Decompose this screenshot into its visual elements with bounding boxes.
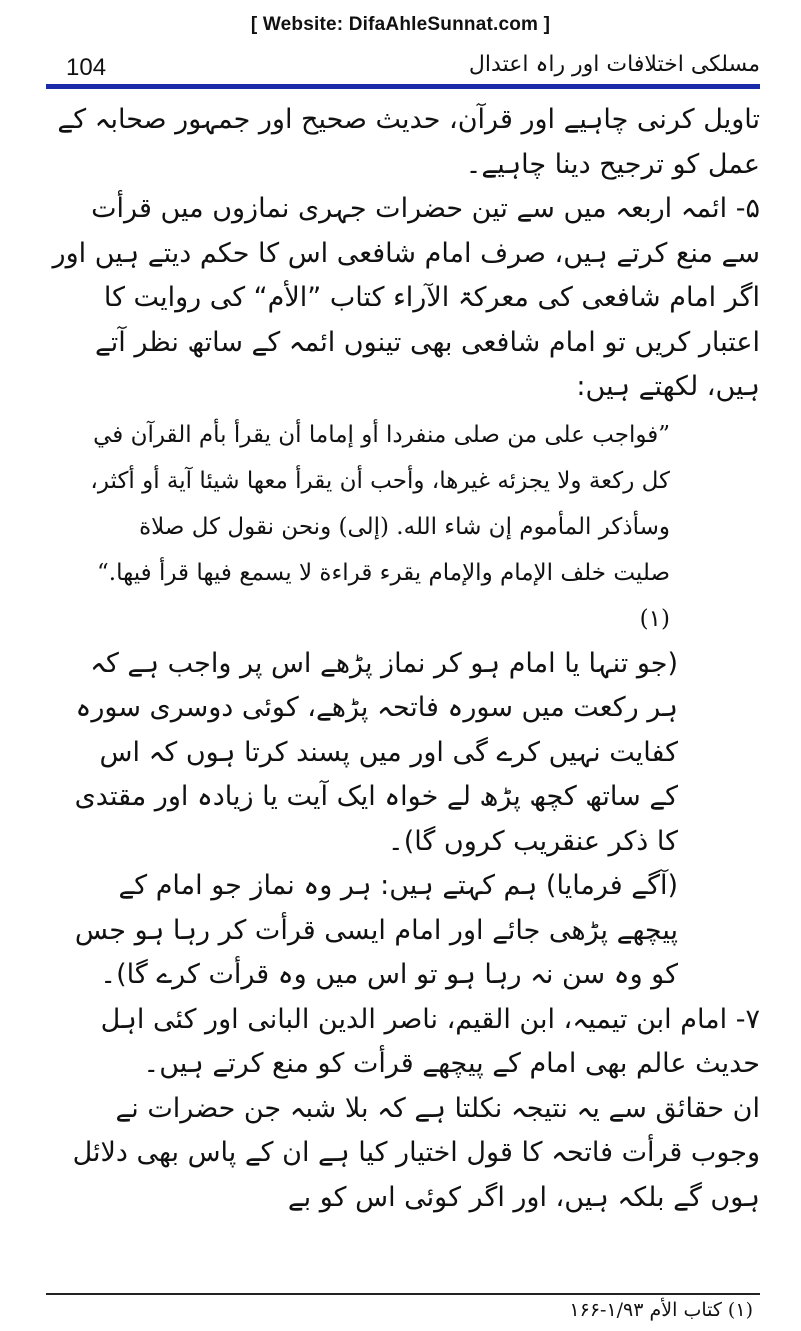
paragraph-point-5: ۵- ائمہ اربعہ میں سے تین حضرات جہری نمازوں میں قرأت سے منع کرتے ہیں، صرف امام شافعی اس کا حکم دیتے ہیں اور اگر امام شافعی کی معرکۃ الآراء کتاب ”الأم“ کی روایت کا اعتبار کریں تو امام شافعی بھی تینوں ائمہ کے ساتھ نظر آتے ہیں، لکھتے ہیں: [52, 193, 760, 402]
paragraph-conclusion: ان حقائق سے یہ نتیجہ نکلتا ہے کہ بلا شبہ جن حضرات نے وجوب قرأت فاتحہ کا قول اختیار کیا ہے ان کے پاس بھی دلائل ہوں گے بلکہ ہیں، اور اگر کوئی اس کو بے [72, 1092, 760, 1213]
website-banner: [ Website: DifaAhleSunnat.com ] [250, 14, 551, 35]
footnote: (۱) كتاب الأم ۱/۹۳-۱۶۶ [569, 1299, 753, 1321]
paragraph-1: تاویل کرنی چاہیے اور قرآن، حدیث صحیح اور جمہور صحابہ کے عمل کو ترجیح دینا چاہیے۔ [57, 104, 760, 180]
running-title: مسلکی اختلافات اور راہ اعتدال [468, 52, 760, 77]
page-body [46, 98, 760, 1220]
footnote-rule [46, 1293, 760, 1295]
arabic-quotation: ”فواجب على من صلى منفردا أو إماما أن يقرأ بأم القرآن في كل ركعة ولا يجزئه غيرها، وأحب أن يقرأ معها شيئا آية أو أكثر، وسأذكر المأموم إن شاء الله. (إلى) ونحن نقول كل صلاة صليت خلف الإمام والإمام يقرء قراءة لا يسمع فيها قرأ فيها.“ (۱) [90, 421, 670, 632]
paragraph-point-7: ۷- امام ابن تیمیہ، ابن القیم، ناصر الدین البانی اور کئی اہل حدیث عالم بھی امام کے پیچھے قرأت کو منع کرتے ہیں۔ [100, 1003, 760, 1079]
translation-2: (آگے فرمایا) ہم کہتے ہیں: ہر وہ نماز جو امام کے پیچھے پڑھی جائے اور امام ایسی قرأت کر رہا ہو جس کو وہ سن نہ رہا ہو تو اس میں وہ قرأت کرے گا)۔ [74, 870, 678, 990]
page-number: 104 [66, 54, 107, 81]
translation-1: (جو تنہا یا امام ہو کر نماز پڑھے اس پر واجب ہے کہ ہر رکعت میں سورہ فاتحہ پڑھے، کوئی دوسری سورہ کفایت نہیں کرے گی اور میں پسند کرتا ہوں کہ اس کے ساتھ کچھ پڑھ لے خواہ ایک آیت یا زیادہ اور مقتدی کا ذکر عنقریب کروں گا)۔ [74, 647, 678, 857]
header-rule [46, 84, 760, 89]
page-header [46, 50, 760, 86]
